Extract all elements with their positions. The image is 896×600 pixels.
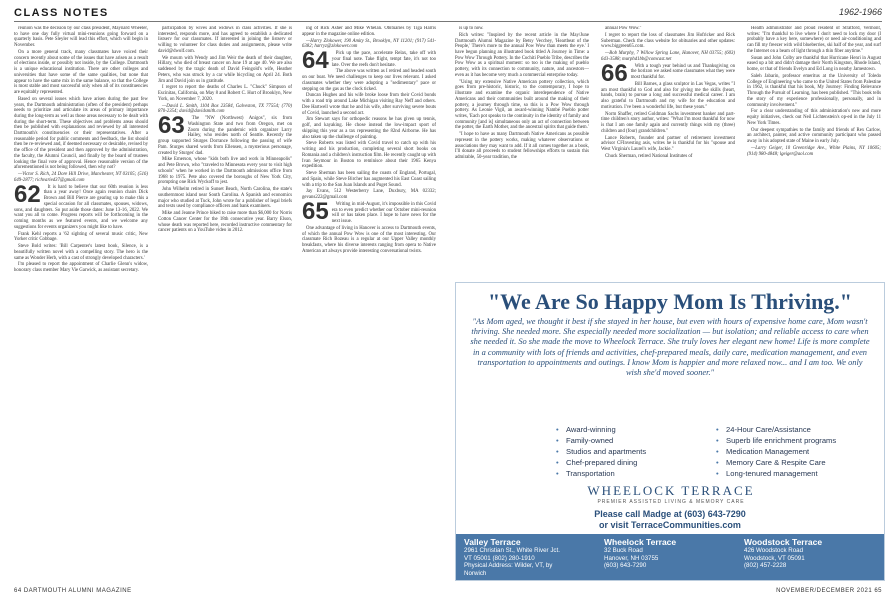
- location-name: Valley Terrace: [464, 537, 521, 547]
- text-column: [747, 26, 881, 276]
- ad-feature: • Chef-prepared dining: [556, 457, 646, 468]
- paragraph: Rich writes: "Inspired by the recent article in the May/June Dartmouth Alumni Magazine by Betsy Vecchey, 'Heartbeat of the People,' There's more to the annual Pow Wow than meets the eye.' I have begun planning an illustrated book titled A Journey in Time: a Pow Wow Through Pottery. In the Cochiti Pueblo Tribe, describes the Pow Wow as a spiritual moment: so too is the making of pueblo pottery, with its connection to community, nature, and ancestors—even as it has become very much a commercial enterprise today.: [455, 32, 589, 78]
- paragraph: I regret to report the loss of classmates Jim Hofricker and Rick Suberman. Check the class website for obituaries and other updates: www.biggreen65.com.: [601, 32, 735, 50]
- page-header-right: 1962-1966: [838, 7, 882, 17]
- ad-feature: • Family-owned: [556, 435, 646, 446]
- paragraph: is up to now.: [459, 26, 484, 31]
- location-line: Hanover, NH 03755: [604, 554, 659, 562]
- class-year-number: 63: [158, 112, 185, 140]
- text-column: [601, 26, 735, 276]
- logo-tagline: PREMIER ASSISTED LIVING & MEMORY CARE: [597, 499, 745, 505]
- paragraph: The above was written as I retired and headed south on our boat. We need challenges to keep our lives relevant. I asked classmates whether they were adopting a "sedimentary" pace or stepping on the gas as the clock ticked.: [302, 69, 436, 92]
- page-footer-right: NOVEMBER/DECEMBER 2021 65: [776, 588, 882, 594]
- paragraph: Mike and Jeanne Prince biked to raise more than $6,000 for Norris Cotton Cancer Center for the 18th consecutive year. Barry Elson, whose death was reported here, recorded instructive commentary for cancer patients on a YouTube video in 2012.: [158, 211, 292, 234]
- paragraph: For a clear understanding of this administration's new and more equity initiatives, check out Neil Lichtenstein's op-ed in the July 11 New York Times.: [747, 109, 881, 126]
- paragraph: Mike Emerson, whose "kids both live and work in Minneapolis" and Pete Brown, who "traveled to Minnesota every year to visit high schools" when he worked in the Dartmouth admissions office from 1968 to 1975. Pete also covered the boroughs of New York City, prompting one Rick Wyckoff to jest.: [158, 157, 292, 186]
- paragraph: Steve Sherman has been sailing the coasts of England, Portugal, and Spain, while Steve Bircher has augmented his East Coast sailing with a trip to the San Juan Islands and Puget Sound.: [302, 171, 436, 188]
- ad-feature: • Medication Management: [716, 446, 836, 457]
- text-column: [455, 26, 589, 276]
- wheelock-terrace-ad: [455, 282, 885, 581]
- location-name: Wheelock Terrace: [604, 537, 677, 547]
- paragraph: The "NW (Northwest) Anigos", six from Washington State and two from Oregon, met on Zoom during the pandemic with organizer Larry Hailey, who resides north of Seattle. Recently the group supported Sturges Dorrance following the passing of wife Pam. Sturges shared words from Ellensen, a mysterious personage, created by Sturges' dad.: [158, 116, 292, 156]
- paragraph: Frank Kehl reports a '62 sighting of several music critic, New Yorker critic Cobbage.: [14, 231, 148, 243]
- wheelock-logo: [556, 483, 786, 505]
- secretary-signature: —David L. Smith, 1104 Box 23584, Galveston, TX 77554; (770) 870-2354; david@davidsmith.com: [158, 103, 292, 115]
- ad-feature: • Award-winning: [556, 424, 646, 435]
- paragraph: "I hope to have as many Dartmouth Native Americans as possible represent in the pottery works, making whatever observations or associations they may want to add. If it all comes together as a book, I'll donate all proceeds to student fellowships efforts to sustain this admirable, 50-year tradition, the: [455, 132, 589, 161]
- class-year-number: 65: [302, 198, 329, 226]
- text-column: [302, 26, 436, 586]
- ad-headline: "We Are So Happy Mom Is Thriving.": [487, 289, 853, 314]
- secretary-signature: —Bob Murphy, 7 Willow Spring Lane, Hanover, NH 03755; (603) 643-3588; murphd1bb@comcast.net: [601, 51, 735, 62]
- ad-web: or visit TerraceCommunities.com: [599, 520, 741, 530]
- paragraph: Steve Roberts was listed with Covid travel to catch up with his writing and his production, completing several short books on Romania and a children's instruction film. He recently caught up with Ivan Seymour in Boston to reminisce about their 1965 Kenya expedition.: [302, 141, 436, 170]
- paragraph: One advantage of living in Hanover is access to Dartmouth events, of which the annual Pow Wow is one of the most interesting. Our classmate Rich Bozeau is a regular at our Upper Valley monthly breakfasts, where his diverse interests ranging from opera to Native American art always provide interesting conversational twists.: [302, 226, 436, 254]
- page-header-left: CLASS NOTES: [14, 7, 109, 19]
- location-name: Woodstock Terrace: [744, 537, 823, 547]
- ad-features-left: [516, 424, 646, 479]
- secretary-signature: —Larry Geiger, 10 Greenridge Ave., White Plains, NY 10605; (914) 980-4848; lgeiger@aol.com: [747, 146, 881, 157]
- location-line: VT 05001 (802) 280-1910: [464, 554, 535, 562]
- ad-feature: • Studios and apartments: [556, 446, 646, 457]
- paragraph: Susan and John Colby are thankful that Hurricane Henri in August eased up a bit and didn't damage their North Kingston, Rhode Island, home, or that of friends Evelyn and Ed Long in nearby Jamestown.: [747, 55, 881, 73]
- paragraph: participation by wives and widows in class activities. If she is interested, responds more, and has agreed to establish a dedicated listserv for our classmates. If interested in joining the listserv or willing to volunteer for class duties and assignments, please write david@dwolf.com.: [158, 26, 292, 54]
- ad-feature: • Transportation: [556, 468, 646, 479]
- paragraph: Pick up the pace, accelerate Relax, take off with your final note. Take flight, tempt fate, it's not too late. Over the reefs don't hesitate.: [331, 51, 436, 68]
- location-line: Physical Address: Wilder, VT, by Norwich: [464, 562, 553, 577]
- secretary-signature: —Victor S. Rich, 24 Dore Hill Drive, Manchester, NT 03105; (516) 649-2877; richvaried37@gmail.com: [14, 172, 148, 183]
- header-rule: [14, 21, 882, 22]
- paragraph: Steve Bold writes: 'Bill Carpenter's latest book, Silence, is a beautifully written novel with a compelling story. The hero is the same as Wonder Herb, with a cast of strongly developed characters.': [14, 244, 148, 261]
- class-year-number: 64: [302, 47, 329, 75]
- ad-feature: • 24-Hour Care/Assistance: [716, 424, 836, 435]
- paragraph: Jim Stewart says for orthopedic reasons he has given up tennis, golf, and kayaking. He chose instead the low-impact sport of skipping this year as a tax representing the 82nd Airborne. He has also taken up the challenge of painting.: [302, 117, 436, 140]
- location-line: Woodstock, VT 05091: [744, 554, 805, 562]
- paragraph: Writing in mid-August, it's impossible in this Covid era to even predict whether our October mini-reunion will or has taken place. I hope to have news for the next issue.: [331, 202, 436, 225]
- paragraph: reunion was the decision by our class president, Maynard Wheeler, to have one day fully virtual mini-reunions going forward on a quarterly basis. Pete Sleyler will lead this effort, which will begin in November.: [14, 26, 148, 49]
- paragraph: annual Pow Wow.": [605, 26, 642, 31]
- location-line: 426 Woodstock Road: [744, 547, 804, 555]
- paragraph: Lance Roberts, founder and partner of retirement investment advisor CFInvesting asis, writes he is thankful for his "spouse and West Virginia's Laurel's wife, Jackie.": [601, 135, 735, 153]
- paragraph: Chuck Sherman, retired National Institutes of: [605, 154, 693, 160]
- ad-feature: • Long-tenured management: [716, 468, 836, 479]
- paragraph: Based on several issues which have arisen during the past few years, the Dartmouth administration (often of the president) perhaps needs to prioritize and articulate its areas of primary importance during the long-term as well as those areas necessary to be dealt with during the short-term. These objectives and problems areas should then be published with explanations and reviewed by all interested Dartmouth's constituencies or their representatives. After a reasonable period for public comments and feedback, the list should then be re-reviewed and, if deemed necessary or desirable, revised by the office of the president and then approved by the administration, the faculty, the Alumni Council, and finally by the board of trustees looking the final vote of approval. Hence reasonable version of the aforementioned is not being followed, then why not?: [14, 96, 148, 171]
- paragraph: Health administrator and proud resident of Stratford, Vermont, writes: "I'm thankful to live where I don't need to lock my door (I probably have a key here, somewhere) or need air-conditioning and can fill my freezer with wild blueberries, ski half of the year, and surf the Internet on a beam of light through a thin fiber anytime.": [747, 26, 881, 54]
- paragraph: Our deepest sympathies to the family and friends of Rex Carlow, an architect, painter, and active community participant who passed away in his adopted state of Maine in early July.: [747, 127, 881, 145]
- location-block: [744, 539, 840, 570]
- location-line: (603) 643-7290: [604, 562, 647, 570]
- paragraph: On a more general track, many classmates have voiced their concern recently about some of the issues that have arisen as a result of elections inside, or possibly not inside, by the College. Dartmouth is a unique educational institution. There are other colleges and universities that have some of the same qualities, but none that appear to have the same mix in the same balance, so that the College is most stable and most successful only when all of its constituencies are equitably represented.: [14, 50, 148, 95]
- paragraph: I'm pleased to report the appointment of Charlie Glenn's widow, honorary class member Mary Vie Garwick, as assistant secretary.: [14, 262, 148, 274]
- location-block: [604, 539, 700, 570]
- ad-quote: "As Mom aged, we thought it best if she stayed in her house, but even with hours of expensive home care, Mom wasn't thriving. She needed more. She especially needed more socialization — but isolation; and reliable access to care when she needed it. So she made the move to Wheelock Terrace. She truly loves her elegant new home! Life is more complete in a community with lots of friends and activities, chef-prepared meals, daily care, medication management, and even transportation to appointments and outings. I know Mom is happier and more relaxed now... and I am too. We only wish she'd moved sooner.": [470, 317, 870, 378]
- location-line: (802) 457-2228: [744, 562, 787, 570]
- paragraph: "Using my extensive Native American pottery collection, which goes from pre-historic, historic, to the contemporary, I hope to illustrate and examine the organic interdependence of Native Americans and their communities built around the making of their pottery, a journey through time, so this is a Pow Wow through pottery. As Leonie Vigil, an award-winning Nambé Pueblo potter writes, 'Each pot speaks to the continuity in the identity of family and community [and is] simultaneous only an act of connection between the potter, the Earth Mother, and the ancestral spirits that guide them.': [455, 79, 589, 131]
- ad-feature: • Superb life enrichment programs: [716, 435, 836, 446]
- paragraph: ing of Rick Asher and Mike Whelan. Obituaries by Tiga Harris appear in the magazine online edition.: [302, 26, 436, 37]
- paragraph: Bill Barnes, a glass sculptor in Las Vegas, writes "I am most thankful to God and also for giving me the skills (heart, hands, brain) to pursue a long and successful medical career. I am also grateful to Dartmouth and my wife for the education and motivation. I've been a wonderful life, but these years.": [601, 82, 735, 110]
- paragraph: Duncan Hughes and his wife broke loose from their Covid bonds with a road trip around Lake Michigan visiting Ray Neff and others. Dee Hartwell wrote that he and his wife, after surviving severe bouts of Covid, launched a second act.: [302, 93, 436, 116]
- paragraph: It is hard to believe that our 60th reunion is less than a year away! Once again reunion chairs Dick Brown and Bill Pierce are gearing up to make this a special occasion for all classmates, spouses, widows, sons, and daughters. So put aside those dates: June 13-16, 2022. We want you all to come. Progress reports will be forthcoming in the coming months as we featured events, and we welcome any suggestions for events organizers you might like to have.: [14, 184, 148, 230]
- text-column: [14, 26, 148, 586]
- paragraph: I regret to report the deaths of Charles L. "Chuck" Simpson of Escinitas, California, on May 8 and Robert C. Hurt of Brooklyn, New York, on November 7, 2020.: [158, 85, 292, 102]
- location-line: 32 Buck Road: [604, 547, 643, 555]
- location-block: [464, 539, 560, 577]
- ad-phone: Please call Madge at (603) 643-7290: [594, 509, 746, 519]
- ad-call-to-action: [456, 509, 884, 531]
- paragraph: Jay Evans, 512 Westerberry Lane, Duxbury, MA 02332; gevans222@gmail.com: [302, 189, 436, 201]
- text-column: [158, 26, 292, 586]
- paragraph: With a tough year behind us and Thanksgiving on the horizon we asked some classmates what they were most thankful for.: [630, 63, 735, 81]
- logo-name: WHEELOCK TERRACE: [587, 483, 755, 498]
- paragraph: Norm Shaffer, retired Goldman Sachs investment banker and part-time children's story author, writes: "What I'm most thankful for now is that I am one family again and currently things with my (three) children and (four) grandchildren.": [601, 111, 735, 134]
- secretary-signature: —Harry Zlokower, 190 Amity St., Brooklyn, NY 11201; (917) 541-6382; harryz@zlokower.com: [302, 38, 436, 50]
- paragraph: John Wilhelm retired in Sunset Beach, North Carolina, the state's southernmost island near South Carolina. A Spanish and economics major who studied at Tuck, John wrote for a publisher of legal briefs and texts used by compliance officers and bank examiners.: [158, 187, 292, 210]
- page-footer-left: 64 DARTMOUTH ALUMNI MAGAZINE: [14, 588, 132, 594]
- ad-feature: • Memory Care & Respite Care: [716, 457, 836, 468]
- locations-bar: [456, 534, 884, 580]
- class-year-number: 66: [601, 59, 628, 87]
- location-line: 2961 Christian St., White River Jct.: [464, 547, 560, 555]
- paragraph: Saleh Jabarin, professor emeritus at the University of Toledo College of Engineering who came to the United States from Palestine in 1962, is thankful that his book, My Journey: Finding Relevance Through the Pursuit of Learning, has been published. "This book tells the story of my experience professionally, personally, and in community involvement.": [747, 74, 881, 108]
- paragraph: We mourn with Wendy and Jim Weir the death of their daughter, Hillary, who died of breast cancer on June 19 at age 40. We are also saddened by the tragic death of David Feingold's wife, Heather Peters, who was struck by a car while bicycling on April 24. Both Jim and David join us in gratitude.: [158, 55, 292, 84]
- ad-features-right: [676, 424, 836, 479]
- class-year-number: 62: [14, 180, 41, 208]
